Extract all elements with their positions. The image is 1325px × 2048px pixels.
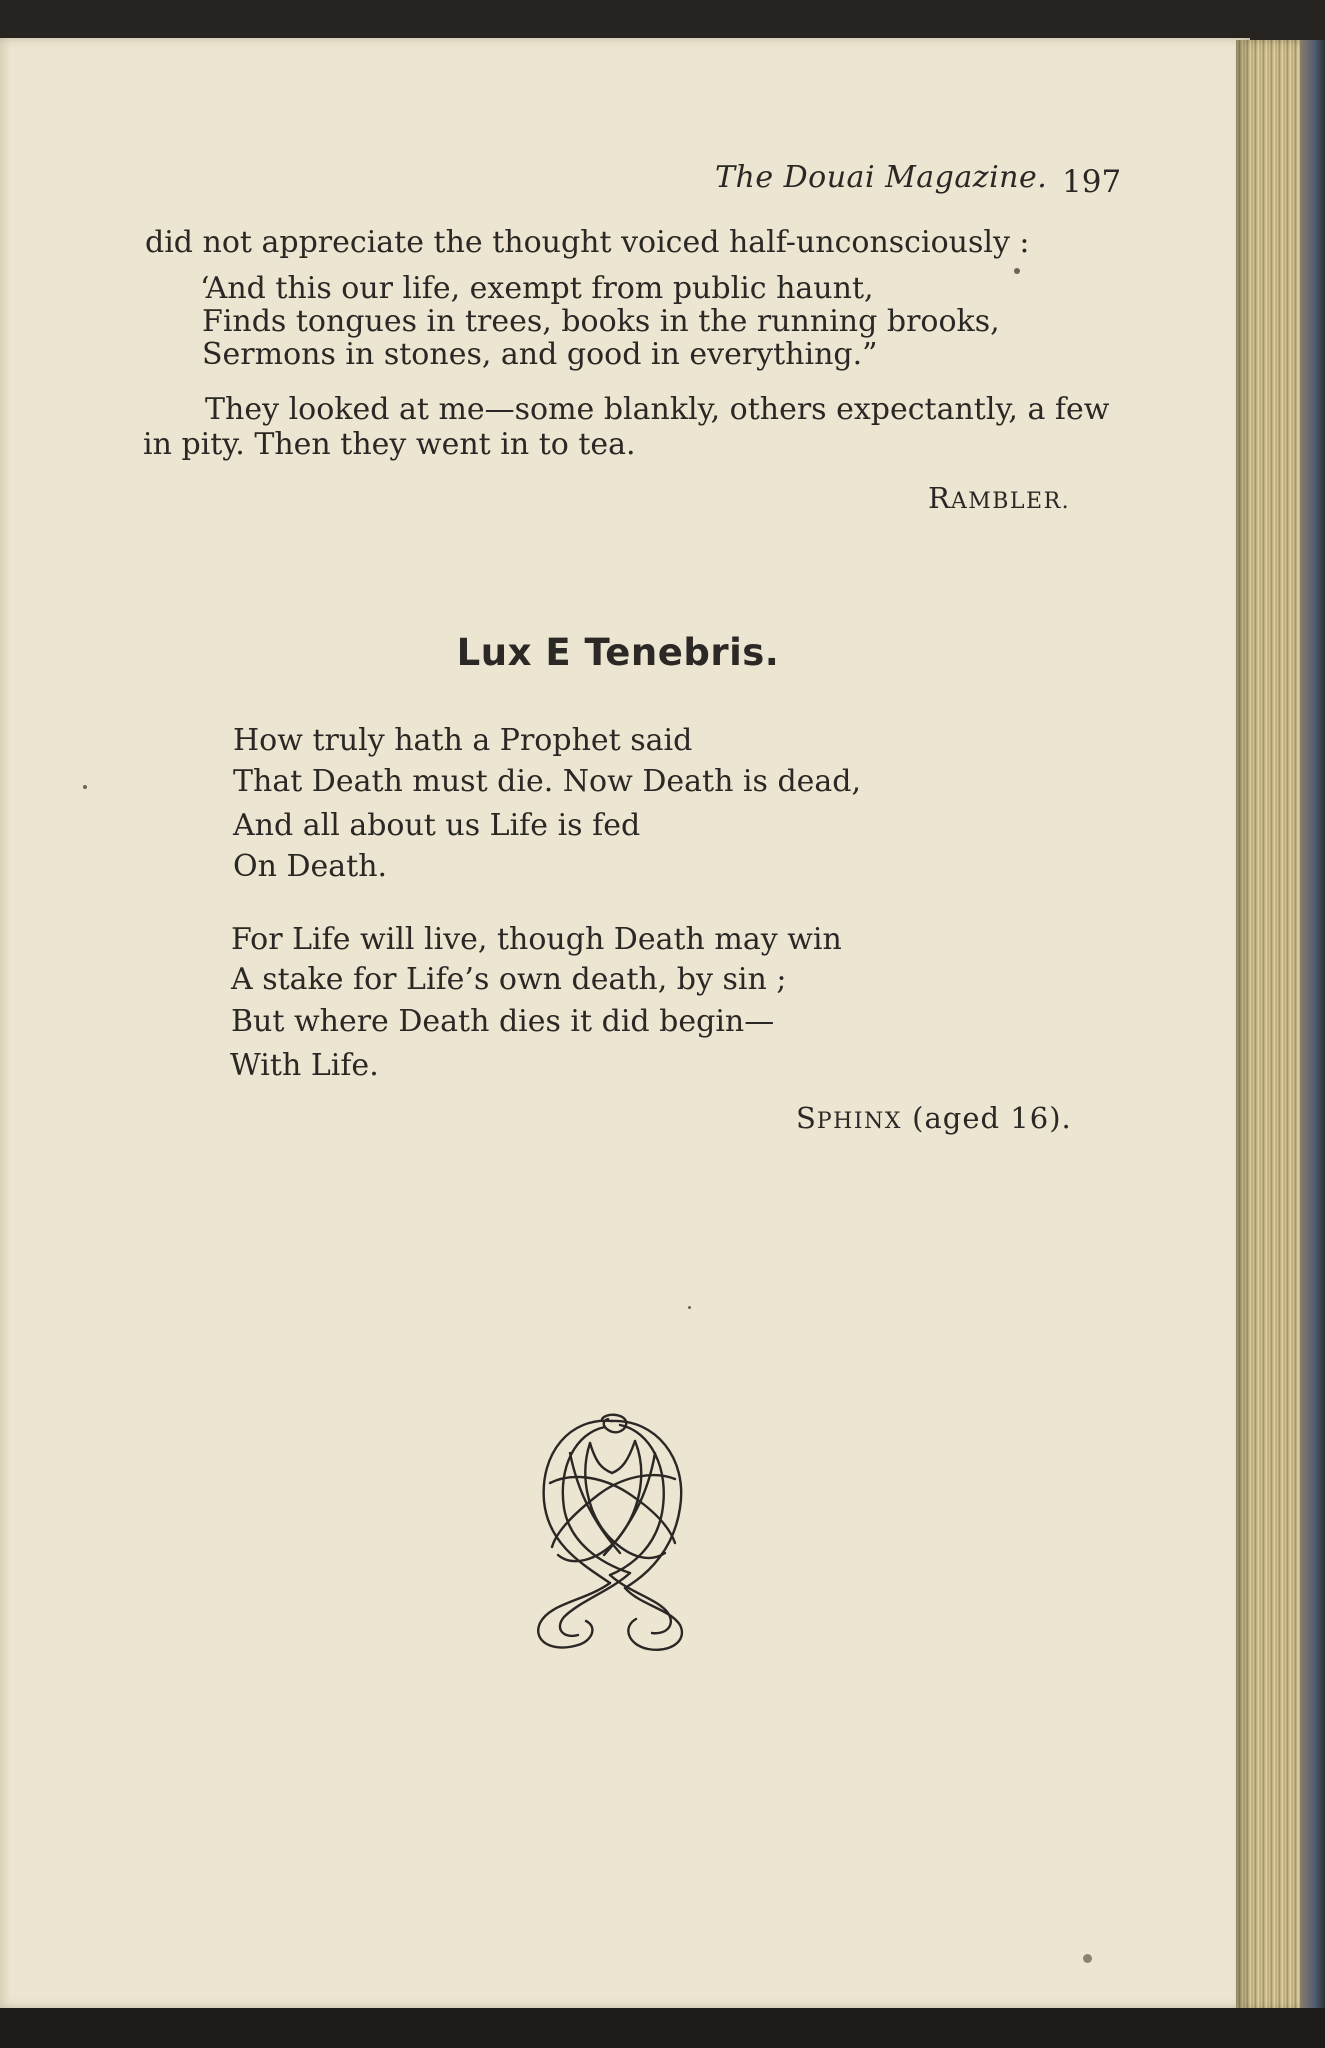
quote-line-2: Finds tongues in trees, books in the running brooks, (202, 304, 1000, 339)
poem-line: With Life. (230, 1048, 379, 1083)
signature-rest: PHINX (816, 1109, 902, 1134)
quote-line-3: Sermons in stones, and good in everything.” (202, 337, 878, 372)
signature-rest: AMBLER. (950, 489, 1071, 514)
bottom-background (0, 2008, 1325, 2048)
book-cover-edge (1300, 40, 1325, 2010)
prose-line: They looked at me—some blankly, others expectantly, a few (205, 392, 1110, 427)
signature-note: (aged 16). (901, 1101, 1072, 1135)
author-signature (928, 481, 1071, 515)
poem-line: How truly hath a Prophet said (233, 723, 693, 758)
poem-signature (796, 1101, 1072, 1135)
poem-line: A stake for Life’s own death, by sin ; (231, 962, 787, 997)
top-background (0, 0, 1325, 42)
poem-line: And all about us Life is fed (233, 808, 641, 843)
signature-initial: R (928, 481, 951, 515)
poem-line: For Life will live, though Death may win (231, 922, 842, 957)
prose-line: did not appreciate the thought voiced half-unconsciously : (145, 225, 1030, 260)
dust-speck (83, 785, 87, 789)
poem-line: But where Death dies it did begin— (231, 1004, 775, 1039)
dust-speck (1083, 1954, 1092, 1963)
celtic-knot-icon (530, 1413, 695, 1658)
page-number: 197 (1062, 164, 1122, 200)
quote-line-1: ‘And this our life, exempt from public haunt, (200, 271, 874, 306)
prose-line: in pity. Then they went in to tea. (143, 427, 636, 462)
dust-speck (688, 1306, 691, 1309)
poem-line: On Death. (233, 849, 388, 884)
signature-initial: S (796, 1101, 817, 1135)
poem-title: Lux E Tenebris. (456, 631, 780, 674)
dust-speck (1014, 268, 1020, 274)
poem-line: That Death must die. Now Death is dead, (233, 764, 862, 799)
running-header: The Douai Magazine. (715, 160, 1048, 195)
